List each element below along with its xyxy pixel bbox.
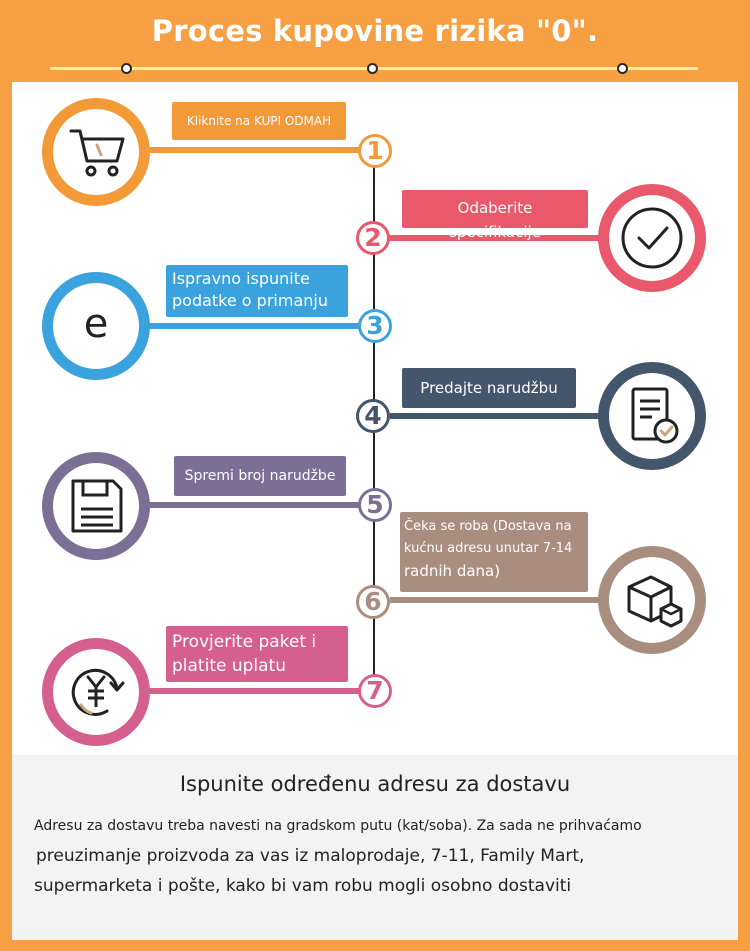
step-1-label [172,102,346,140]
step-5-label-text: Spremi broj narudžbe [184,468,336,484]
footer-text-line: Adresu za dostavu treba navesti na gradskom putu (kat/soba). Za sada ne prihvaćamo [34,818,642,834]
step-2-icon-circle [598,184,706,292]
step-2-label [402,190,588,241]
step-1-number: 1 [358,134,392,168]
step-4-connector [390,413,618,419]
step-6-label-line: radnih dana) [404,562,501,580]
step-7-number: 7 [358,674,392,708]
step-3-icon-circle [42,272,150,380]
step-3-label [166,265,348,317]
divider-dot [367,63,378,74]
e-icon: e [83,301,109,347]
step-7-icon-circle [42,638,150,746]
step-7-label-line: Provjerite paket i [172,632,317,652]
step-6-label [400,512,588,592]
step-6-label-line: kućnu adresu unutar 7-14 [404,541,573,556]
step-7-label-line: platite uplatu [172,656,286,676]
cart-icon [53,109,139,195]
step-5-number: 5 [358,488,392,522]
step-4-label [402,368,576,408]
footer-text-line: preuzimanje proizvoda za vas iz maloprodaje, 7-11, Family Mart, [36,846,585,866]
step-3-number: 3 [358,309,392,343]
step-6-label-line: Čeka se roba (Dostava na [404,519,572,534]
step-6-connector [390,597,618,603]
footer-title: Ispunite određenu adresu za dostavu [179,772,571,796]
step-4-number: 4 [356,399,390,433]
document-check-icon [609,373,695,459]
step-6-number: 6 [356,585,390,619]
step-3-label-line: podatke o primanju [172,291,328,310]
step-4-icon-circle [598,362,706,470]
step-4-label-text: Predajte narudžbu [420,379,558,397]
step-5-connector [140,502,362,508]
step-5-icon-circle [42,452,150,560]
divider-dot [617,63,628,74]
step-6-icon-circle [598,546,706,654]
step-1-connector [140,147,360,153]
footer-text-line: supermarketa i pošte, kako bi vam robu mogli osobno dostaviti [34,876,572,896]
package-icon [609,557,695,643]
floppy-disk-icon [53,463,139,549]
step-7-label [166,626,348,682]
step-3-connector [140,323,362,329]
divider-dot [121,63,132,74]
step-1-label-text: Kliknite na KUPI ODMAH [186,114,332,128]
step-3-label-line: Ispravno ispunite [172,269,310,288]
yuan-refresh-icon [53,649,139,735]
step-2-number: 2 [356,221,390,255]
step-1-icon-circle [42,98,150,206]
step-7-connector [140,688,362,694]
checkmark-icon [609,195,695,281]
page-title: Proces kupovine rizika "0". [151,14,599,48]
step-2-label-text: Odaberite specifikacije [449,199,541,241]
step-5-label [174,456,346,496]
